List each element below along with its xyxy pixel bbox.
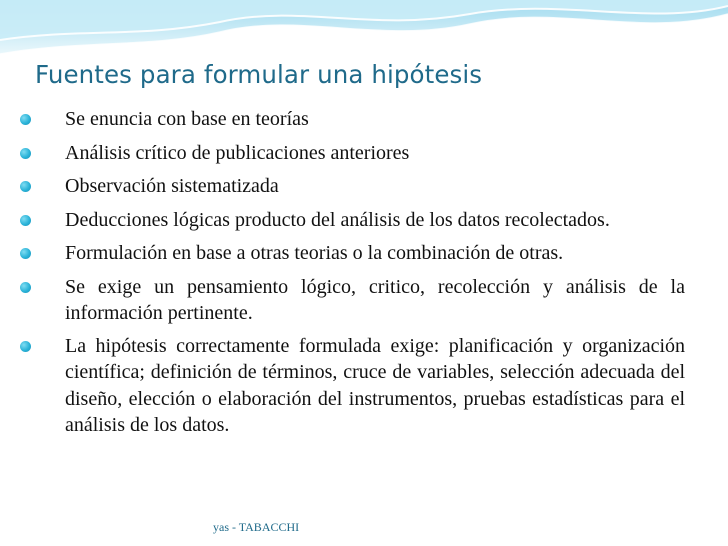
bullet-text: La hipótesis correctamente formulada exige: planificación y organización científica; definición de términos, cruce de variables, selección adecuada del diseño, elección o elaboración del instrumentos, pruebas estadísticas para el análisis de los datos. <box>65 335 685 436</box>
bullet-text: Observación sistematizada <box>65 175 279 197</box>
bullet-text: Deducciones lógicas producto del análisis de los datos recolectados. <box>65 208 610 231</box>
bullet-dot-icon <box>20 148 31 159</box>
bullet-dot-icon <box>20 114 31 125</box>
bullet-item <box>19 207 685 233</box>
bullet-list <box>19 106 685 445</box>
bullet-dot-icon <box>20 248 31 259</box>
bullet-item <box>19 333 685 438</box>
bullet-item <box>19 240 685 266</box>
bullet-dot-icon <box>20 215 31 226</box>
bullet-item <box>19 140 685 166</box>
bullet-item <box>19 274 685 326</box>
bullet-item <box>19 106 685 132</box>
bullet-item <box>19 173 685 199</box>
slide-footer: yas - TABACCHI <box>213 520 300 534</box>
bullet-dot-icon <box>20 181 31 192</box>
bullet-text: Se exige un pensamiento lógico, critico, recolección y análisis de la información pertinente. <box>65 275 685 324</box>
bullet-text: Análisis crítico de publicaciones anteriores <box>65 141 410 164</box>
bullet-dot-icon <box>20 341 31 352</box>
bullet-dot-icon <box>20 282 31 293</box>
bullet-text: Se enuncia con base en teorías <box>65 108 309 130</box>
slide-title: Fuentes para formular una hipótesis <box>35 60 483 89</box>
bullet-text: Formulación en base a otras teorias o la combinación de otras. <box>65 242 564 264</box>
